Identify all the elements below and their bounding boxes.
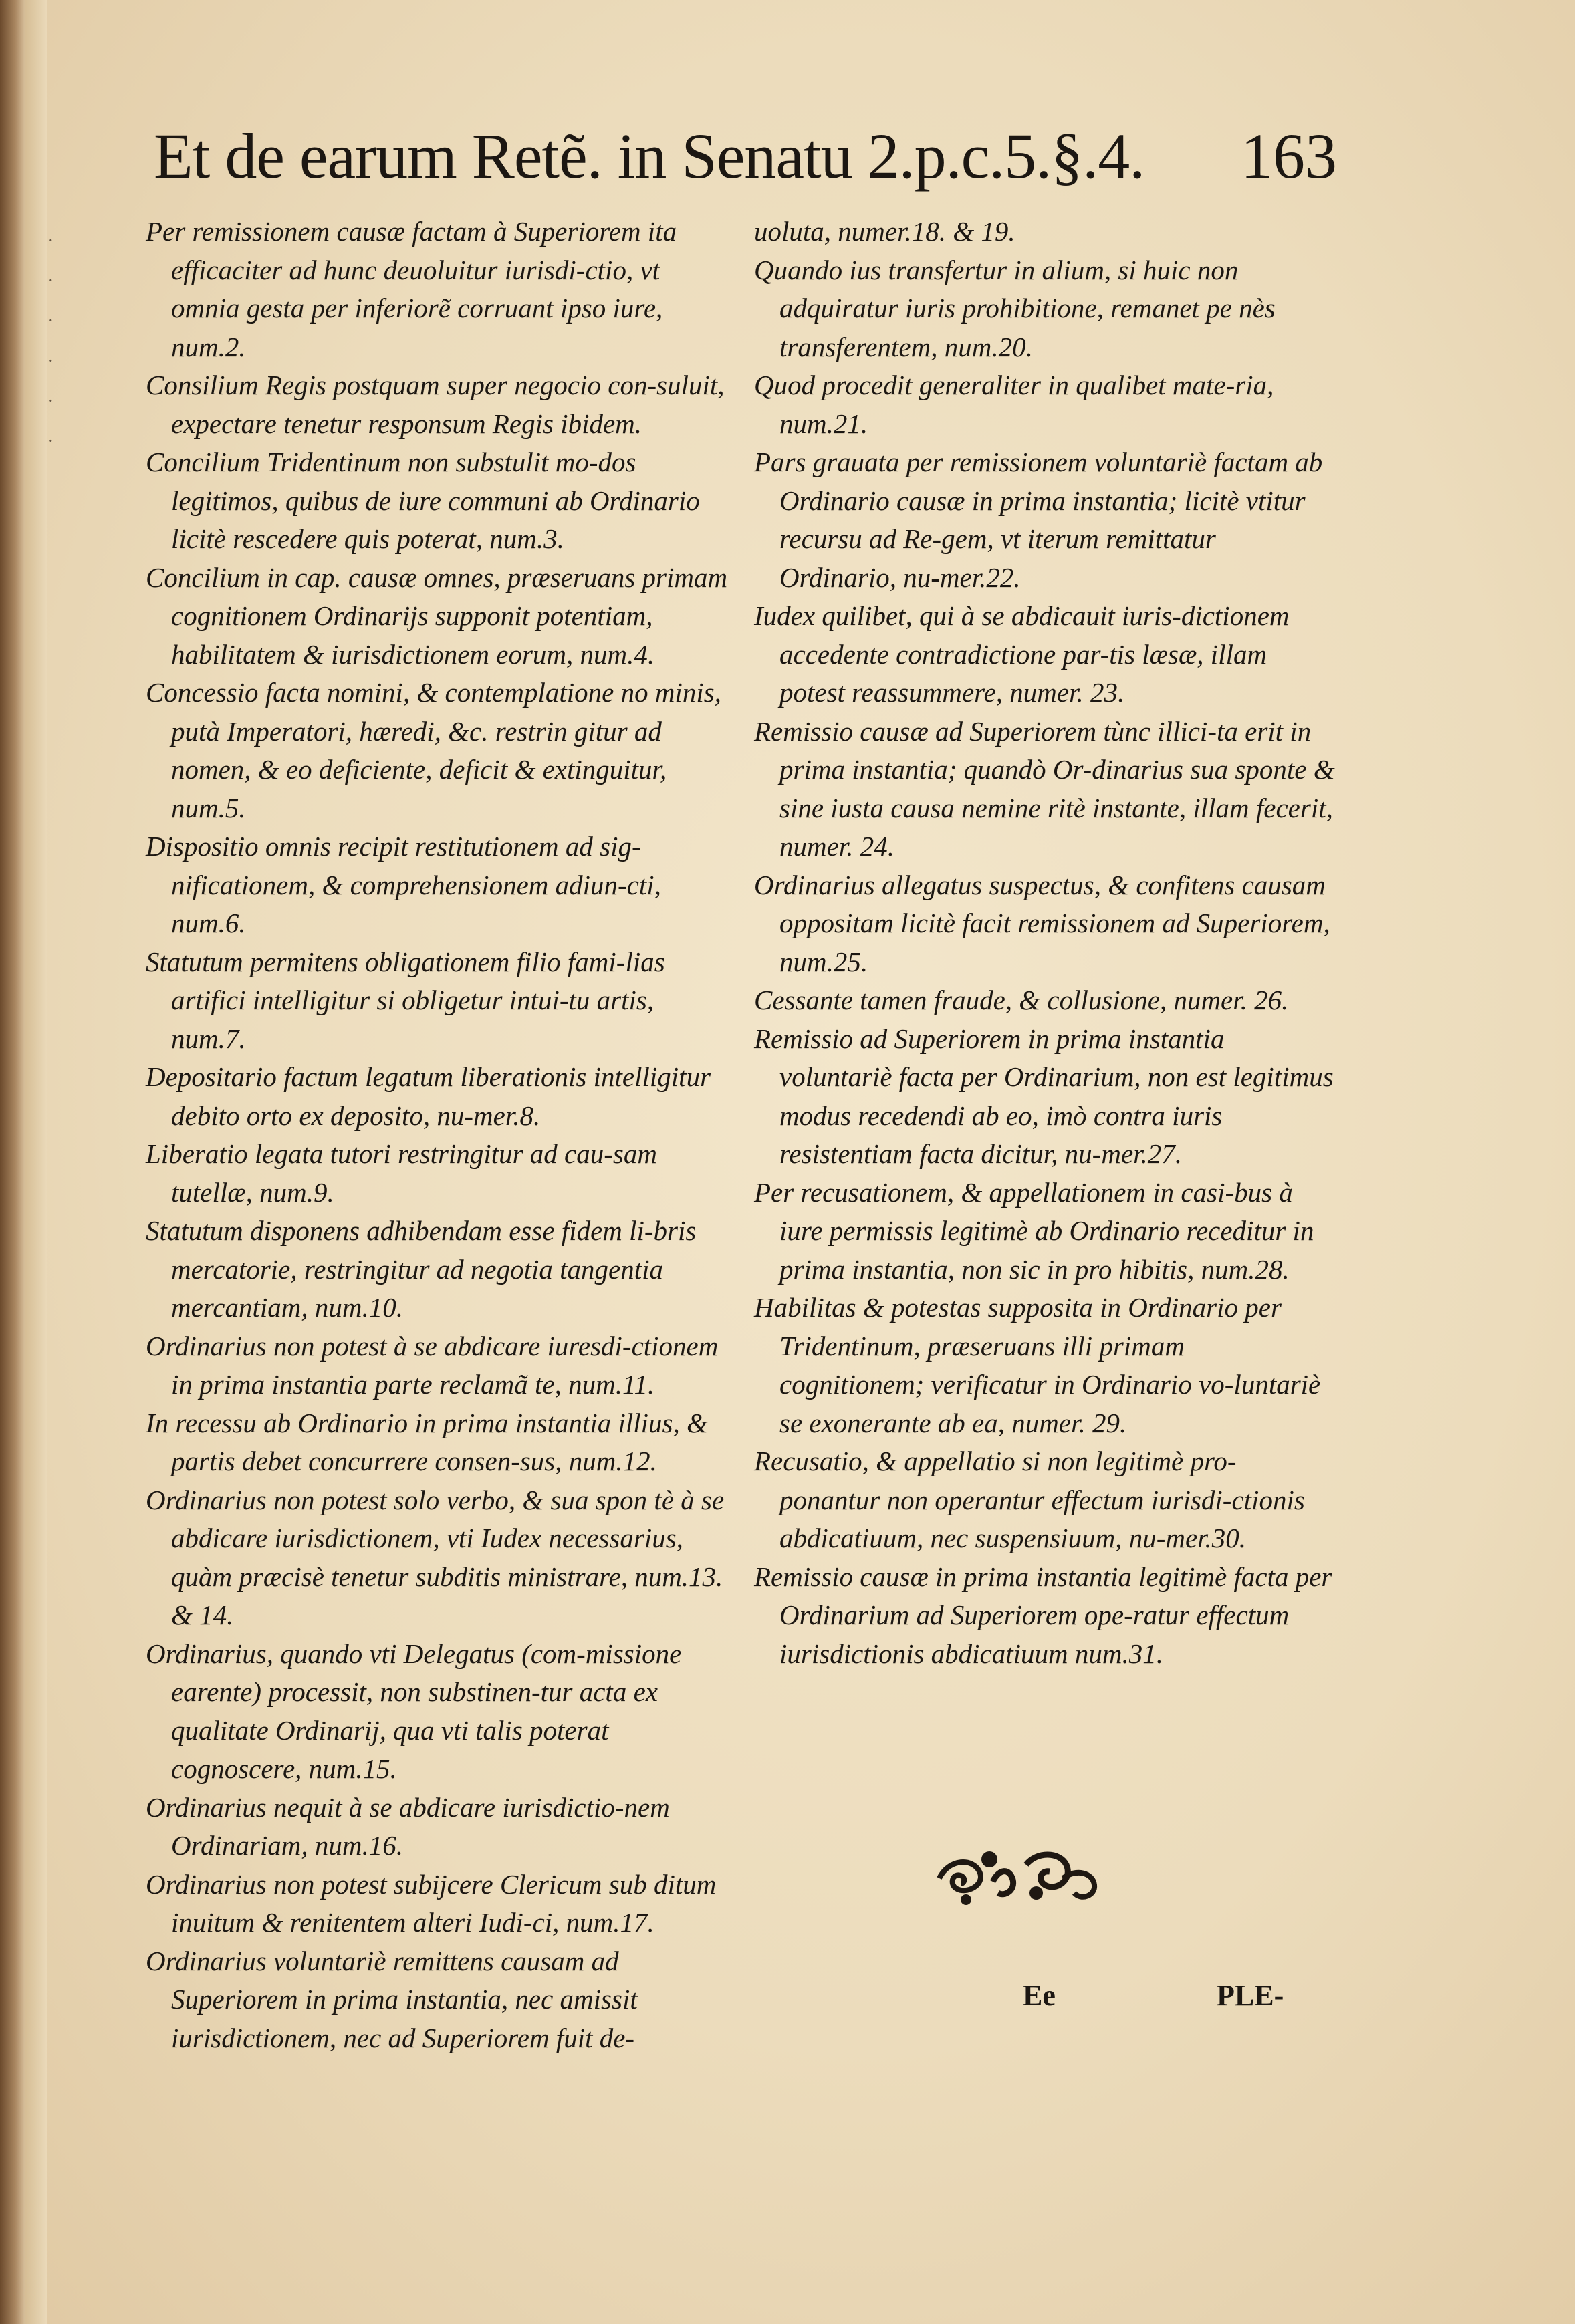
- index-entry: Per remissionem causæ factam à Superiorem ita efficaciter ad hunc deuoluitur iurisdi-ctio, vt omnia gesta per inferiorẽ corruant ipso iure, num.2.: [146, 216, 677, 362]
- index-column-right: [754, 213, 1336, 1673]
- index-entry: Remissio ad Superiorem in prima instantia voluntariè facta per Ordinarium, non est legitimus modus recedendi ab eo, imò contra iuris resistentiam facta dicitur, nu-mer.27.: [754, 1023, 1334, 1169]
- index-entry: Depositario factum legatum liberationis intelligitur debito orto ex deposito, nu-mer.8.: [146, 1061, 711, 1131]
- running-title: Et de earum Retẽ. in Senatu 2.p.c.5.§.4.: [154, 120, 1145, 192]
- index-entry: Ordinarius allegatus suspectus, & confitens causam oppositam licitè facit remissionem ad Superiorem, num.25.: [754, 869, 1330, 977]
- index-entry: Remissio causæ ad Superiorem tùnc illici-ta erit in prima instantia; quandò Or-dinarius sua sponte & sine iusta causa nemine ritè instante, illam fecerit, numer. 24.: [754, 715, 1335, 862]
- index-entry: Quod procedit generaliter in qualibet mate-ria, num.21.: [754, 370, 1274, 439]
- index-entry: Ordinarius non potest à se abdicare iuresdi-ctionem in prima instantia parte reclamã te, num.11.: [146, 1330, 719, 1400]
- index-entry: Habilitas & potestas supposita in Ordinario per Tridentinum, præseruans illi primam cognitionem; verificatur in Ordinario vo-luntariè se exonerante ab ea, numer. 29.: [754, 1292, 1321, 1438]
- printer-ornament-icon: [926, 1831, 1106, 1912]
- index-entry: Statutum permitens obligationem filio fami-lias artifici intelligitur si obligetur intui-tu artis, num.7.: [146, 946, 665, 1054]
- index-entry: Quando ius transfertur in alium, si huic non adquiratur iuris prohibitione, remanet pe nès transferentem, num.20.: [754, 254, 1276, 362]
- index-entry: Dispositio omnis recipit restitutionem ad sig-nificationem, & comprehensionem adiun-cti, num.6.: [146, 831, 661, 938]
- index-entry: Ordinarius, quando vti Delegatus (com-missione earente) processit, non substinen-tur acta ex qualitate Ordinarij, qua vti talis poterat cognoscere, num.15.: [146, 1638, 682, 1784]
- index-entry: Ordinarius non potest solo verbo, & sua spon tè à se abdicare iurisdictionem, vti Iudex necessarius, quàm præcisè tenetur subditis ministrare, num.13. & 14.: [146, 1484, 725, 1630]
- index-entry: uoluta, numer.18. & 19.: [754, 216, 1015, 247]
- index-entry: Cessante tamen fraude, & collusione, numer. 26.: [754, 985, 1289, 1015]
- catchword-right: PLE-: [1217, 1979, 1284, 2012]
- page-number: 163: [1241, 120, 1337, 192]
- index-entry: Pars grauata per remissionem voluntariè factam ab Ordinario causæ in prima instantia; licitè vtitur recursu ad Re-gem, vt iterum remittatur Ordinario, nu-mer.22.: [754, 446, 1323, 593]
- index-entry: Liberatio legata tutori restringitur ad cau-sam tutellæ, num.9.: [146, 1138, 657, 1208]
- adjacent-page-edge: [25, 0, 47, 2324]
- index-entry: Iudex quilibet, qui à se abdicauit iuris-dictionem accedente contradictione par-tis læsæ, illam potest reassummere, numer. 23.: [754, 600, 1290, 708]
- index-entry: Statutum disponens adhibendam esse fidem li-bris mercatorie, restringitur ad negotia tangentia mercantiam, num.10.: [146, 1215, 697, 1323]
- index-entry: Recusatio, & appellatio si non legitimè pro-ponantur non operantur effectum iurisdi-ctionis abdicatiuum, nec suspensiuum, nu-mer.30.: [754, 1446, 1305, 1553]
- index-column-left: [146, 213, 734, 2057]
- index-entry: Ordinarius non potest subijcere Clericum sub ditum inuitum & renitentem alteri Iudi-ci, num.17.: [146, 1868, 717, 1938]
- bleed-through-marks: · · · · · ·: [48, 231, 53, 450]
- page-header: [154, 119, 1337, 219]
- index-entry: Concilium Tridentinum non substulit mo-dos legitimos, quibus de iure communi ab Ordinario licitè rescedere quis poterat, num.3.: [146, 446, 700, 554]
- index-entry: Concilium in cap. causæ omnes, præseruans primam cognitionem Ordinarijs supponit potentiam, habilitatem & iurisdictionem eorum, num.4.: [146, 561, 728, 670]
- index-entry: Concessio facta nomini, & contemplatione no minis, putà Imperatori, hæredi, &c. restrin gitur ad nomen, & eo deficiente, deficit & extinguitur, num.5.: [146, 677, 721, 823]
- catchword-left: Ee: [1023, 1979, 1056, 2012]
- index-entry: Per recusationem, & appellationem in casi-bus à iure permissis legitimè ab Ordinario receditur in prima instantia, non sic in pro hibitis, num.28.: [754, 1176, 1314, 1285]
- index-entry: Ordinarius nequit à se abdicare iurisdictio-nem Ordinariam, num.16.: [146, 1791, 670, 1861]
- index-entry: Consilium Regis postquam super negocio con-suluit, expectare tenetur responsum Regis ibidem.: [146, 370, 725, 439]
- index-entry: In recessu ab Ordinario in prima instantia illius, & partis debet concurrere consen-sus, num.12.: [146, 1407, 708, 1476]
- index-entry: Ordinarius voluntariè remittens causam ad Superiorem in prima instantia, nec amissit iurisdictionem, nec ad Superiorem fuit de-: [146, 1945, 638, 2053]
- index-entry: Remissio causæ in prima instantia legitimè facta per Ordinarium ad Superiorem ope-ratur effectum iurisdictionis abdicatiuum num.31.: [754, 1561, 1332, 1669]
- book-binding-edge: [0, 0, 25, 2324]
